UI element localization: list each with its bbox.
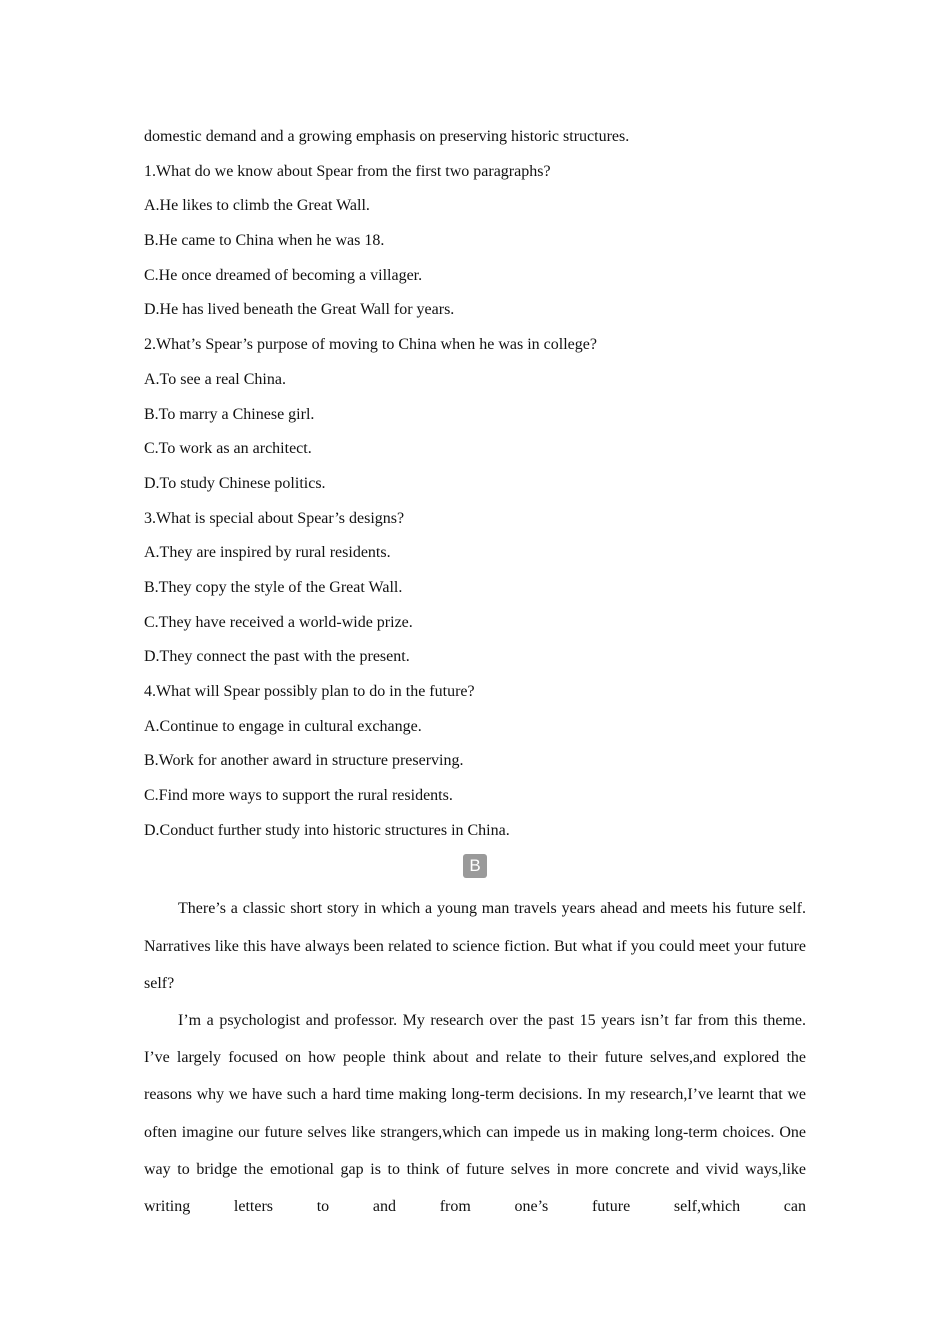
answer-option-a: A.They are inspired by rural residents. [144,544,391,562]
section-b-badge: B [463,854,487,878]
passage-paragraph: I’m a psychologist and professor. My research over the past 15 years isn’t far from this theme. I’ve largely focused on how people think about and relate to their future selves,and explored the reasons why we have such a hard time making long-term decisions. In my research,I’ve learnt that we often imagine our future selves like strangers,which can impede us in making long-term choices. One way to bridge the emotional gap is to think of future selves in more concrete and vivid ways,like writing letters to and from one’s future self,which can [144,1012,806,1216]
passage-paragraph: There’s a classic short story in which a young man travels years ahead and meets his future self. Narratives like this have always been related to science fiction. But what if you could meet your future self? [144,900,806,992]
answer-option-c: C.Find more ways to support the rural residents. [144,787,453,805]
question-4 [144,679,806,852]
question-stem: 1.What do we know about Spear from the first two paragraphs? [144,162,551,180]
question-stem: 3.What is special about Spear’s designs? [144,509,405,527]
answer-option-a: A.Continue to engage in cultural exchange. [144,717,422,735]
question-stem: 2.What’s Spear’s purpose of moving to China when he was in college? [144,336,597,354]
answer-option-c: C.To work as an architect. [144,440,312,458]
answer-option-c: C.They have received a world-wide prize. [144,613,413,631]
answer-option-c: C.He once dreamed of becoming a villager. [144,266,423,284]
document-page [144,124,806,1225]
answer-option-d: D.To study Chinese politics. [144,474,326,492]
answer-option-a: A.He likes to climb the Great Wall. [144,197,370,215]
question-1 [144,159,806,332]
answer-option-b: B.They copy the style of the Great Wall. [144,578,403,596]
answer-option-d: D.They connect the past with the present. [144,648,410,666]
answer-option-a: A.To see a real China. [144,370,286,388]
answer-option-b: B.Work for another award in structure preserving. [144,752,464,770]
question-3 [144,506,806,679]
answer-option-b: B.He came to China when he was 18. [144,232,385,250]
question-stem: 4.What will Spear possibly plan to do in the future? [144,683,475,700]
answer-option-d: D.He has lived beneath the Great Wall for years. [144,301,455,319]
passage-continuation: domestic demand and a growing emphasis on preserving historic structures. [144,128,630,145]
question-2 [144,332,806,505]
answer-option-b: B.To marry a Chinese girl. [144,405,315,423]
answer-option-d: D.Conduct further study into historic structures in China. [144,821,510,839]
